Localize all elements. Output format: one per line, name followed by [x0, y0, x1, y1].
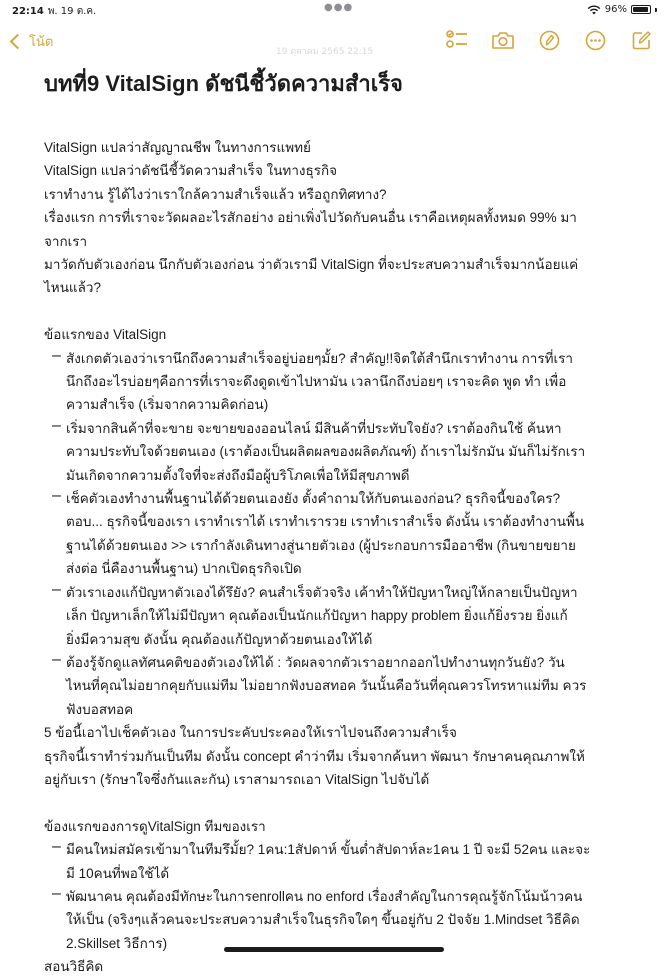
back-label: โน้ต: [29, 35, 54, 50]
status-bar: [0, 0, 667, 20]
status-date: พ. 19 ต.ค.: [47, 6, 97, 17]
bullet-line: มันเกิดจากความตั้งใจที่จะส่งถึงมือผู้บริโภคเพื่อให้มีสุขภาพดี: [66, 467, 410, 483]
bullet-line: ตอบ... ธุรกิจนี้ของเรา เราทำเราได้ เราทำเรารวย เราทำเราสำเร็จ ดังนั้น เราต้องทำงานพื้น: [66, 514, 585, 530]
text-line: เราทำงาน รู้ได้ไงว่าเราใกล้ความสำเร็จแล้ว หรือถูกทิศทาง?: [44, 186, 387, 202]
bullet-item: [44, 838, 656, 885]
dash-bullet-icon: –: [52, 580, 61, 598]
compose-icon: [631, 30, 652, 51]
section1-bullet-list: [44, 347, 656, 722]
note-title: บทที่9 VitalSign ดัชนีชี้วัดความสำเร็จ: [44, 71, 403, 96]
bullet-line: ต้องรู้จักดูแลทัศนคติของตัวเองให้ได้ : วัดผลจากตัวเราอยากออกไปทำงานทุกวันยัง? วัน: [66, 654, 565, 670]
section-heading: ข้อแรกของ VitalSign: [44, 327, 167, 343]
bullet-item: [44, 581, 656, 651]
intro-block: [44, 136, 656, 300]
text-line: ไหนแล้ว?: [44, 280, 101, 296]
text-line: มาวัดกับตัวเองก่อน นึกกับตัวเองก่อน ว่าตัวเรามี VitalSign ที่จะประสบความสำเร็จมากน้อยแค่: [44, 257, 579, 273]
back-to-notes-button[interactable]: [8, 31, 53, 52]
text-line: เรื่องแรก การที่เราจะวัดผลอะไรสักอย่าง อย่าเพิ่งไปวัดกับคนอื่น เราคือเหตุผลทั้งหมด 99% มา: [44, 210, 577, 226]
bullet-line: ให้เป็น (จริงๆแล้วคนจะประสบความสำเร็จในธุรกิจใดๆ ขึ้นอยู่กับ 2 ปัจจัย 1.Mindset วิธีคิด: [66, 912, 580, 928]
dash-bullet-icon: –: [52, 838, 61, 856]
battery-level-fill: [633, 7, 648, 12]
more-icon: [585, 30, 606, 51]
bullet-line: 2.Skillset วิธีการ): [66, 935, 168, 951]
compose-button[interactable]: [629, 29, 653, 51]
dash-bullet-icon: –: [52, 416, 61, 434]
home-indicator[interactable]: [224, 947, 444, 952]
bullet-line: ตัวเราเองแก้ปัญหาตัวเองได้รึยัง? คนสำเร็จตัวจริง เค้าทำให้ปัญหาใหญ่ให้กลายเป็นปัญหา: [66, 584, 578, 600]
middle-block: [44, 721, 656, 791]
section2-bullet-list: [44, 838, 656, 955]
bullet-line: พัฒนาคน คุณต้องมีทักษะในการenrollคน no enford เรื่องสำคัญในการคุณรู้จักโน้มน้าวคน: [66, 888, 583, 904]
wifi-icon: [587, 5, 601, 15]
bullet-line: มีคนใหม่สมัครเข้ามาในทีมรึมั้ย? 1คน:1สัปดาห์ ขั้นต่ำสัปดาห์ละ1คน 1 ปี จะมี 52คน และจะ: [66, 842, 591, 858]
bullet-line: ฟังบอสทอค: [66, 701, 134, 717]
checklist-button[interactable]: [445, 29, 469, 51]
bullet-line: มี 10คนที่พอใช้ได้: [66, 865, 170, 881]
dash-bullet-icon: –: [52, 487, 61, 505]
camera-icon: [491, 31, 515, 50]
note-body[interactable]: [44, 70, 656, 979]
checklist-icon: [446, 30, 468, 50]
note-timestamp: 19 ตุลาคม 2565 22:15: [276, 47, 374, 57]
multitasking-dots-icon[interactable]: ●●●: [324, 2, 354, 13]
bullet-line: ความสำเร็จ (เริ่มจากความคิดก่อน): [66, 397, 269, 413]
bullet-line: ฐานได้ด้วยตนเอง >> เรากำลังเดินทางสู่นายตัวเอง (ผู้ประกอบการมืออาชีพ (กินขายขยาย: [66, 537, 576, 553]
status-time: 22:14: [12, 6, 44, 17]
bullet-line: ส่งต่อ นี่คืองานพื้นฐาน) ปากเปิดธุรกิจเปิด: [66, 561, 302, 577]
cut-off-line: สอนวิธีคิด: [44, 959, 104, 975]
dash-bullet-icon: –: [52, 650, 61, 668]
text-line: จากเรา: [44, 233, 88, 249]
bullet-item: [44, 347, 656, 417]
text-line: 5 ข้อนี้เอาไปเช็คตัวเอง ในการประคับประคองให้เราไปจนถึงความสำเร็จ: [44, 725, 457, 741]
markup-pen-icon: [539, 30, 560, 51]
bullet-line: ยิ่งมีความสุข ดังนั้น คุณต้องแก้ปัญหาด้วยตนเองให้ได้: [66, 631, 373, 647]
bullet-line: เริ่มจากสินค้าที่จะขาย จะขายของออนไลน์ มีสินค้าที่ประทับใจยัง? เราต้องกินใช้ ค้นหา: [66, 420, 562, 436]
chevron-left-icon: [10, 34, 26, 50]
section-heading: ข้องแรกของการดูVitalSign ทีมของเรา: [44, 818, 266, 834]
bullet-line: เล็ก ปัญหาเล็กให้ไม่มีปัญหา คุณต้องเป็นนักแก้ปัญหา happy problem ยิ่งแก้ยิ่งรวย ยิ่งแก้: [66, 608, 568, 624]
bullet-line: นึกถึงอะไรบ่อยๆคือการที่เราจะดึงดูดเข้าไปหามัน เวลานึกถึงบ่อยๆ เราจะคิด พูด ทำ เพื่อ: [66, 374, 567, 390]
status-time-date: [12, 4, 96, 19]
blank-line: [44, 300, 656, 323]
bullet-item: [44, 651, 656, 721]
bullet-line: เช็คตัวเองทำงานพื้นฐานได้ด้วยตนเองยัง ตั้งคำถามให้กับตนเองก่อน? ธุรกิจนี้ของใคร?: [66, 491, 561, 507]
more-button[interactable]: [583, 29, 607, 51]
bullet-item: [44, 487, 656, 581]
text-line: ธุรกิจนี้เราทำร่วมกันเป็นทีม ดังนั้น concept คำว่าทีม เริ่มจากค้นหา พัฒนา รักษาคนคุณภาพให้: [44, 748, 585, 764]
bullet-item: [44, 885, 656, 955]
bullet-item: [44, 417, 656, 487]
dash-bullet-icon: –: [52, 346, 61, 364]
bullet-line: ความประทับใจด้วยตนเอง (เราต้องเป็นผลิตผลของผลิตภัณฑ์) ถ้าเราไม่รักมัน มันก็ไม่รักเรา: [66, 444, 586, 460]
toolbar-tools: [445, 29, 653, 51]
blank-line: [44, 791, 656, 814]
text-line: VitalSign แปลว่าสัญญาณชีพ ในทางการแพทย์: [44, 140, 311, 155]
battery-nub: [655, 8, 657, 12]
status-right-group: [587, 4, 657, 15]
text-line: อยู่กับเรา (รักษาใจซึ่งกันและกัน) เราสามารถเอา VitalSign ไปจับได้: [44, 771, 430, 787]
dash-bullet-icon: –: [52, 884, 61, 902]
markup-button[interactable]: [537, 29, 561, 51]
bullet-line: ไหนที่คุณไม่อยากคุยกับแม่ทีม ไม่อยากฟังบอสทอค วันนั้นคือวันที่คุณควรโทรหาแม่ทีม ควร: [66, 678, 587, 694]
battery-percent: 96%: [604, 4, 627, 15]
camera-button[interactable]: [491, 29, 515, 51]
battery-icon: [631, 5, 651, 14]
bullet-line: สังเกตตัวเองว่าเรานึกถึงความสำเร็จอยู่บ่อยๆมั้ย? สำคัญ!!จิตใต้สำนึกเราทำงาน การที่เรา: [66, 350, 573, 366]
text-line: VitalSign แปลว่าดัชนีชี้วัดความสำเร็จ ในทางธุรกิจ: [44, 163, 338, 179]
